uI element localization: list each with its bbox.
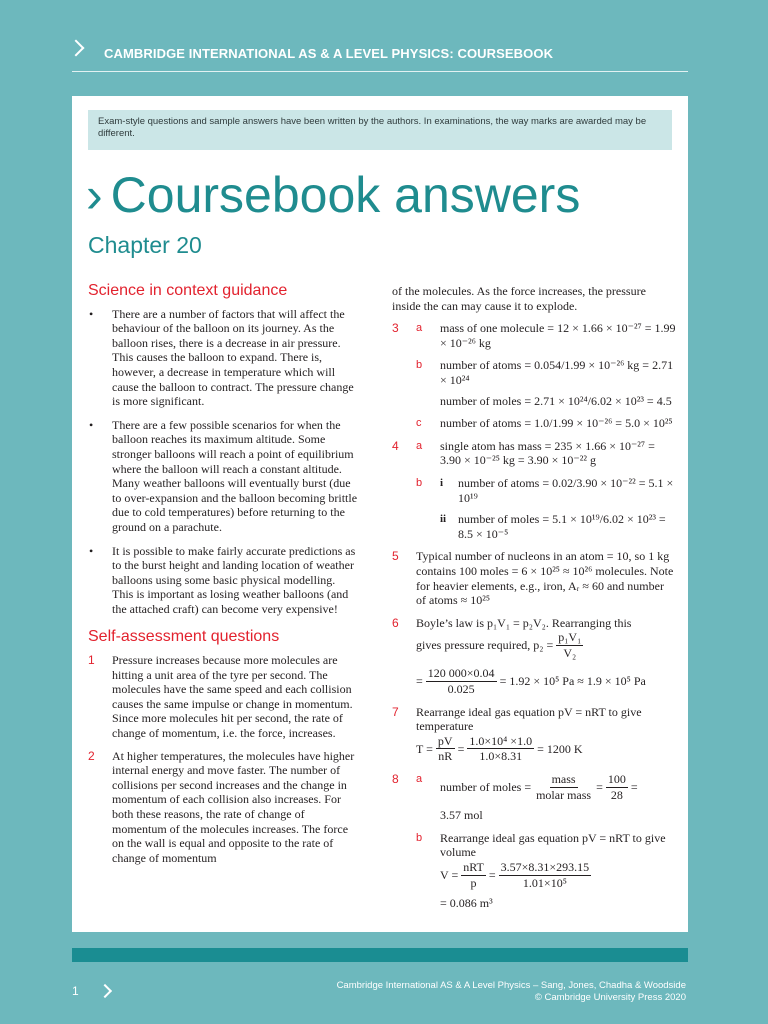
section-heading-science: Science in context guidance (88, 282, 288, 299)
chevron-right-icon: › (86, 167, 103, 223)
question-number: 5 (392, 549, 399, 564)
equation (416, 630, 676, 660)
page-title-text: Coursebook answers (110, 167, 581, 223)
page-number: 1 (72, 984, 79, 998)
part-label: ii (440, 513, 447, 526)
answer-text: Typical number of nucleons in an atom = 10, so 1 kg contains 100 moles = 6 × 10²⁵ ≈ 10²⁶ molecules. Note for heavier elements, e.g., iron, Aᵣ ≈ 60 and number of atoms ≈ 10²⁵ (416, 549, 674, 608)
part-label: a (416, 773, 423, 786)
header-title: CAMBRIDGE INTERNATIONAL AS & A LEVEL PHYSICS: COURSEBOOK (104, 46, 554, 61)
answer-text: Boyle’s law is p₁V₁ = p₂V₂. Rearranging this (416, 615, 632, 630)
exam-notice: Exam-style questions and sample answers have been written by the authors. In examinations, the way marks are awarded may be different. (88, 110, 672, 150)
part-label: a (416, 439, 423, 452)
equation-text: gives pressure required, p₂ = (416, 638, 554, 653)
answer-text: Pressure increases because more molecules are hitting a unit area of the tyre per second. The molecules have the same speed and each collision causes the same impulse or change in momentum. Since more molecules hit per second, the rate of change of momentum, i.e. the force, increases. (112, 653, 353, 741)
question-1 (88, 653, 358, 741)
answer-text: number of atoms = 0.054/1.99 × 10⁻²⁶ kg = 2.71 × 10²⁴ (440, 358, 674, 387)
part-label: a (416, 322, 423, 335)
question-4 (392, 439, 676, 542)
answer-text: mass of one molecule = 12 × 1.66 × 10⁻²⁷ = 1.99 × 10⁻²⁶ kg (440, 321, 676, 350)
equation: number of moles = $\frac{\text{mass}}{\text{molar mass}}$ = $\frac{100}{28}$ = (440, 772, 638, 802)
equation: = $\frac{120 000\times 0.04}{0.025}$ = 1.92 × 10⁵ Pa ≈ 1.9 × 10⁵ Pa (416, 666, 646, 697)
answer-text: single atom has mass = 235 × 1.66 × 10⁻²⁷ = 3.90 × 10⁻²⁵ kg = 3.90 × 10⁻²² g (440, 438, 655, 468)
part-b (416, 831, 676, 911)
part-label: b (416, 831, 423, 844)
fraction: $\frac{\text{p₁V₁}}{\text{V₂}}$ (558, 630, 582, 660)
part-label: b (416, 359, 423, 372)
question-7 (392, 705, 676, 764)
chapter-heading: Chapter 20 (88, 232, 202, 258)
question-number: 2 (88, 748, 95, 763)
page-content (72, 96, 688, 932)
right-column (392, 284, 676, 919)
question-number: 8 (392, 772, 399, 787)
equation: V = $\frac{\text{nRT}}{p}$ = $\frac{3.57\times 8.31\times 293.15}{\text{1.01×10⁵}}$ (440, 860, 590, 890)
question-number: 4 (392, 438, 399, 453)
list-item: • There are a few possible scenarios for when the balloon reaches its maximum altitude. Some stronger balloons will reach a point of equilibrium where the balloon will reach a constant altitude. Many weather balloons will eventually burst (due to over-expansion and the balloon becoming brittle due to cold temperatures) before returning to the ground on a parachute. (88, 418, 358, 535)
section-heading-self-assessment: Self-assessment questions (88, 628, 280, 646)
answer-text: = 0.086 m³ (440, 896, 493, 911)
chevron-right-icon (98, 984, 112, 998)
part-c (416, 416, 676, 431)
running-header (0, 0, 768, 72)
question-number: 6 (392, 615, 399, 630)
fraction: $\frac{100}{28}$ (607, 772, 626, 802)
answer-text: At higher temperatures, the molecules have higher internal energy and move faster. The number of collisions per second increases and the change in momentum of each collision also increases. For both these reasons, the rate of change of momentum of the molecules increases. The force on the wall is equal and opposite to the rate of change of momentum (112, 748, 355, 865)
answer-text: number of atoms = 1.0/1.99 × 10⁻²⁶ = 5.0 × 10²⁵ (440, 416, 673, 431)
question-number: 3 (392, 321, 399, 336)
part-b-ii (440, 512, 676, 541)
part-label: c (416, 417, 422, 430)
part-label: i (440, 476, 444, 489)
question-2 (88, 749, 358, 866)
page-title (86, 166, 580, 224)
part-b (416, 358, 676, 408)
fraction: $\frac{\text{1.0×10⁴ ×1.0}}{1.0\times 8.31}$ (469, 733, 533, 764)
question-6 (392, 616, 676, 697)
answer-text: Rearrange ideal gas equation pV = nRT to give temperature (416, 704, 642, 734)
answer-text: number of atoms = 0.02/3.90 × 10⁻²² = 5.1 × 10¹⁹ (458, 475, 674, 505)
question-number: 7 (392, 704, 399, 719)
part-label: b (416, 476, 423, 489)
part-a (416, 772, 676, 823)
answer-text: Rearrange ideal gas equation pV = nRT to give volume (440, 830, 666, 860)
question-3 (392, 321, 676, 431)
footer-band (72, 948, 688, 962)
list-item: • It is possible to make fairly accurate predictions as to the burst height and landing location of weather balloons using some basic physical modelling. This is important as losing weather balloons (and the attached craft) can become very expensive! (88, 544, 358, 617)
equation: T = $\frac{pV}{nR}$ = $\frac{\text{1.0×10⁴ ×1.0}}{1.0\times 8.31}$ = 1200 K (416, 733, 583, 764)
fraction: $\frac{\text{nRT}}{p}$ (463, 860, 484, 890)
answer-text: number of moles = 5.1 × 10¹⁹/6.02 × 10²³ = 8.5 × 10⁻⁵ (458, 512, 666, 541)
question-8 (392, 772, 676, 911)
part-a (416, 321, 676, 350)
fraction: $\frac{120 000\times 0.04}{0.025}$ (427, 666, 495, 697)
answer-text: number of moles = 2.71 × 10²⁴/6.02 × 10²³ = 4.5 (440, 393, 672, 408)
left-column (88, 284, 358, 873)
fraction: $\frac{pV}{nR}$ (437, 733, 453, 764)
answer-continuation: of the molecules. As the force increases, the pressure inside the can may cause it to explode. (392, 284, 646, 313)
answer-text: 3.57 mol (440, 808, 483, 823)
part-b-i (440, 476, 676, 505)
list-item: • There are a number of factors that will affect the behaviour of the balloon on its journey. As the balloon rises, there is a decrease in air pressure. This causes the balloon to expand. There is, however, a decrease in temperature which will cause the balloon to contract. The pressure change is more significant. (88, 307, 358, 409)
part-a (416, 439, 676, 468)
header-rule (72, 71, 688, 72)
fraction: $\frac{3.57\times 8.31\times 293.15}{\text{1.01×10⁵}}$ (500, 860, 590, 890)
question-number: 1 (88, 653, 95, 668)
part-b (416, 476, 676, 541)
question-5 (392, 549, 676, 607)
footer-credits: Cambridge International AS & A Level Physics – Sang, Jones, Chadha & Woodside © Cambridge University Press 2020 (336, 980, 686, 1003)
chevron-right-icon (68, 40, 85, 57)
fraction: $\frac{\text{mass}}{\text{molar mass}}$ (536, 772, 592, 802)
